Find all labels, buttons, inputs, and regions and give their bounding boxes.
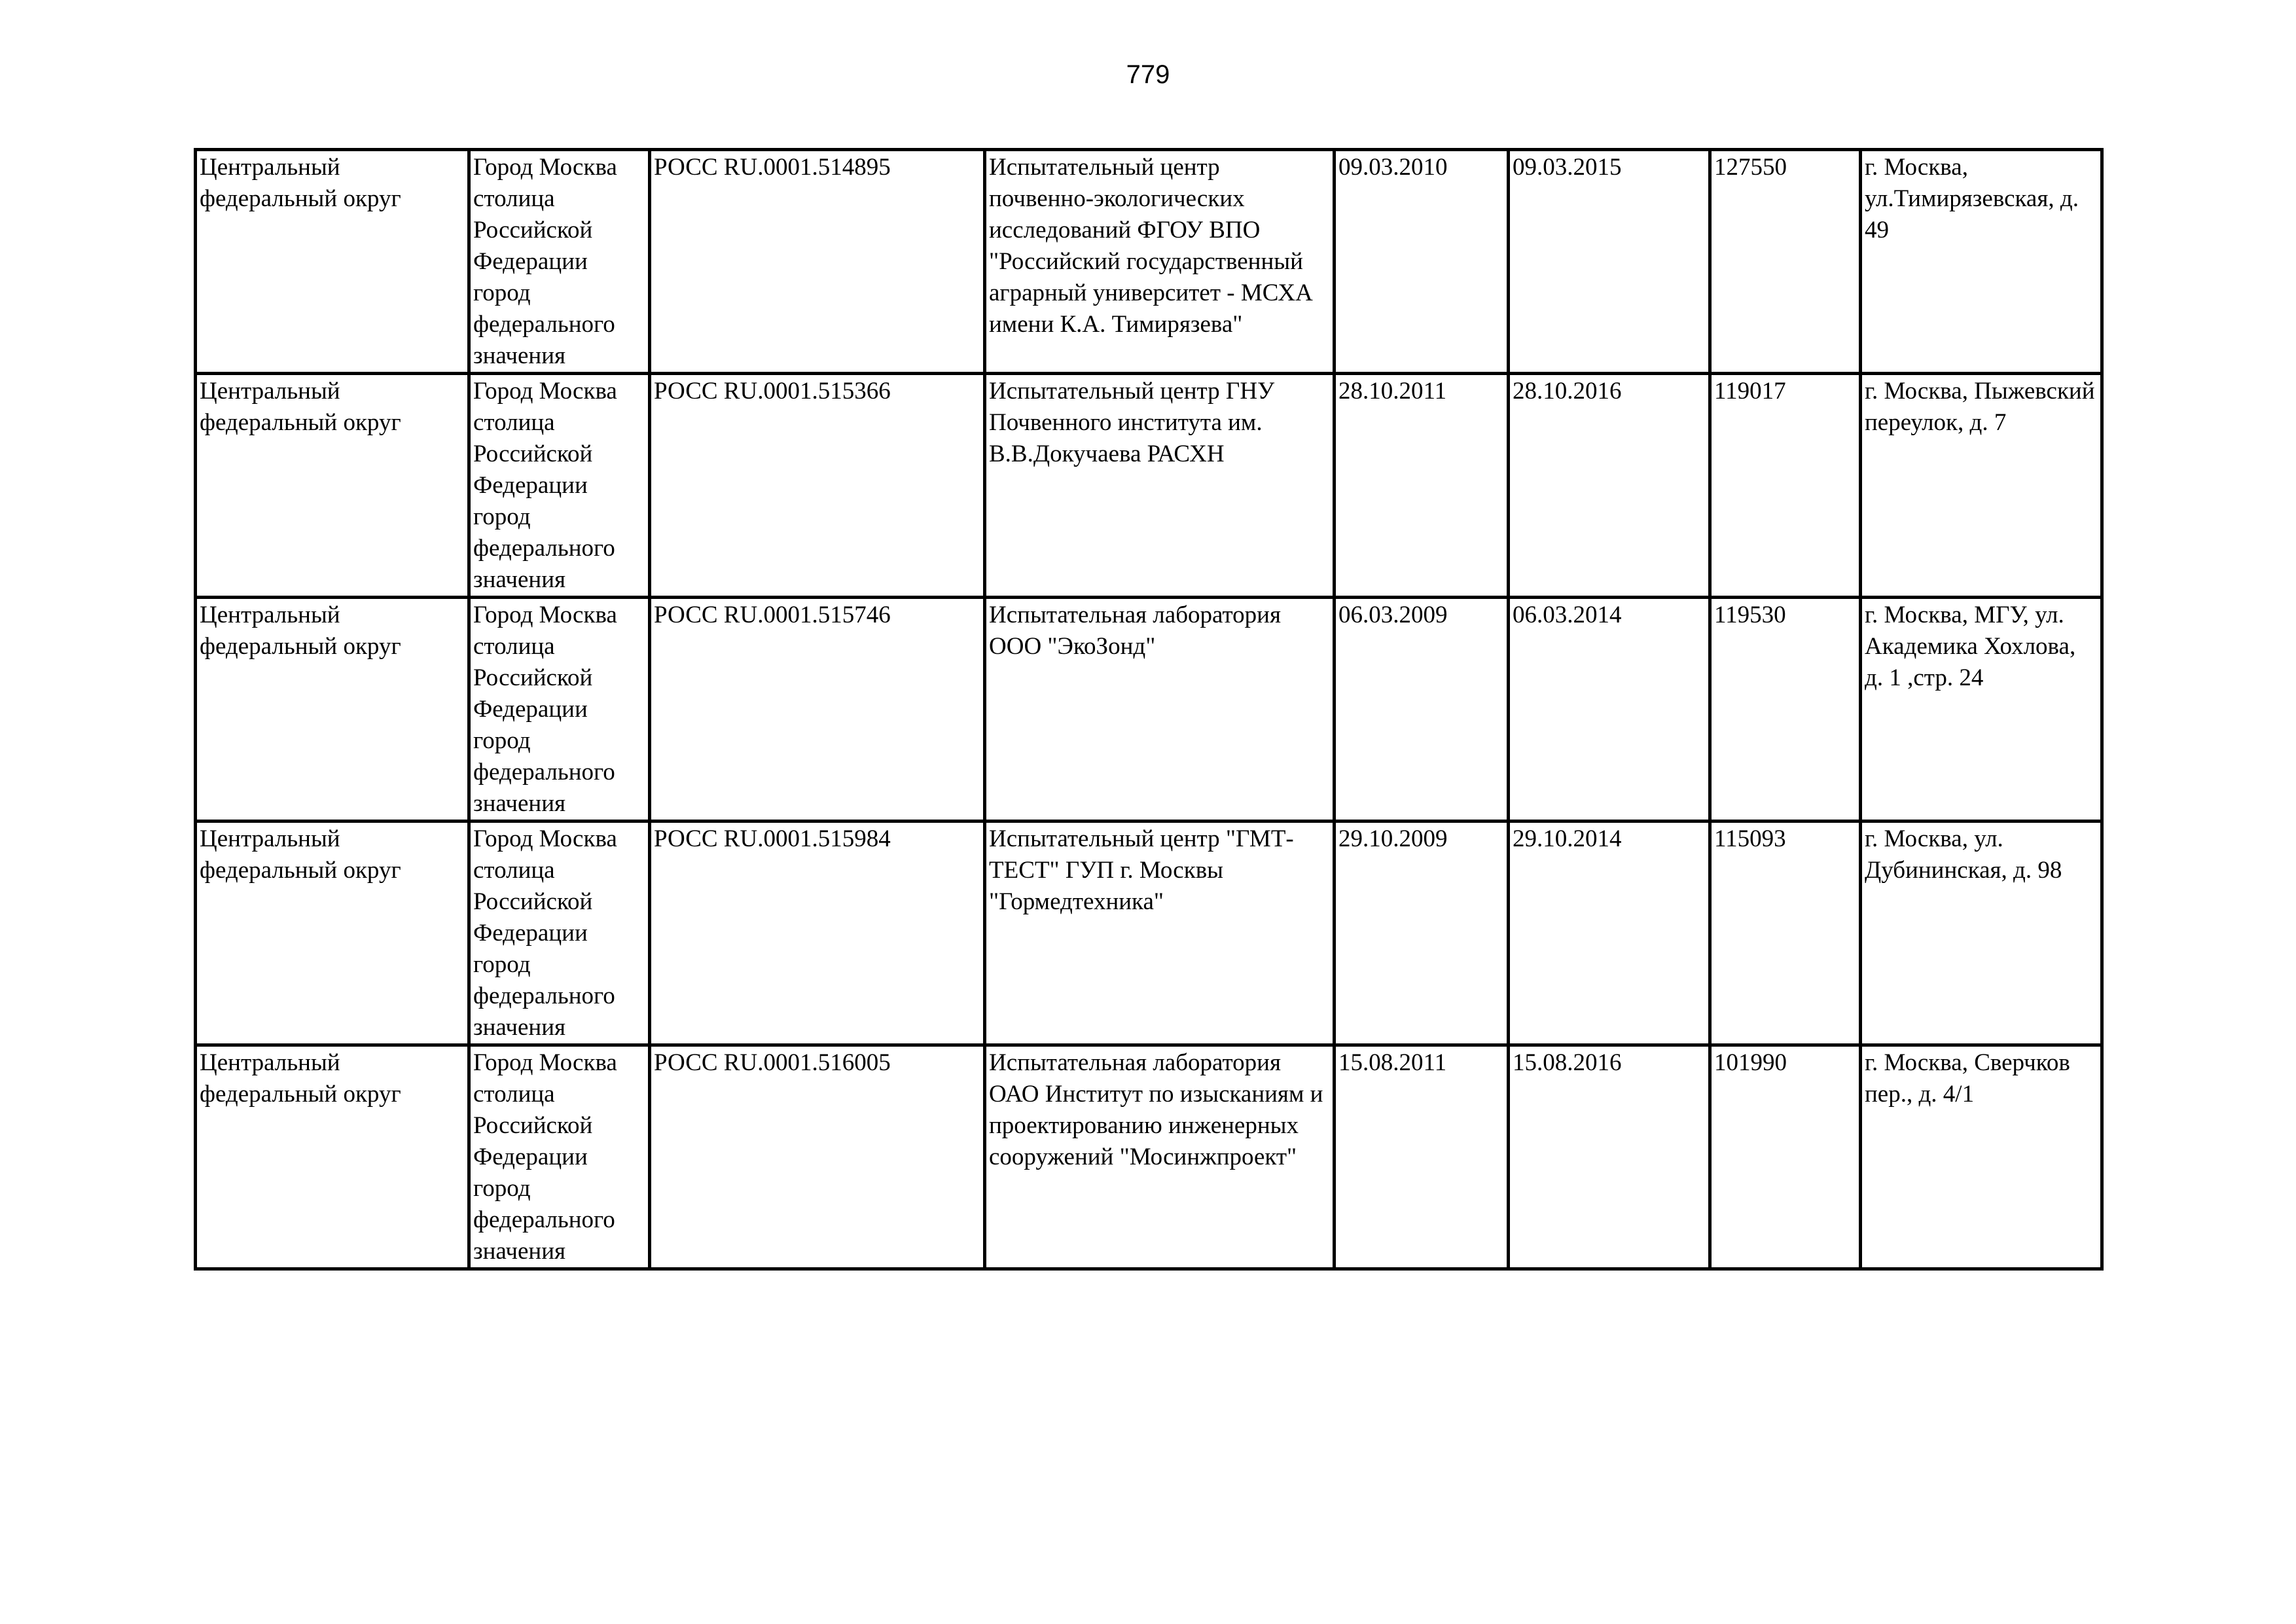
organization-cell: Испытательный центр почвенно-экологических исследований ФГОУ ВПО "Российский государственный аграрный университет - МСХА имени К.А. Тимирязева" bbox=[985, 150, 1335, 374]
district-cell: Центральный федеральный округ bbox=[196, 821, 469, 1045]
date-expires-cell: 15.08.2016 bbox=[1509, 1045, 1710, 1269]
date-issued-cell: 29.10.2009 bbox=[1335, 821, 1509, 1045]
reg-number-cell: РОСС RU.0001.515746 bbox=[650, 598, 985, 821]
date-expires-cell: 06.03.2014 bbox=[1509, 598, 1710, 821]
district-cell: Центральный федеральный округ bbox=[196, 1045, 469, 1269]
organization-cell: Испытательный центр ГНУ Почвенного института им. В.В.Докучаева РАСХН bbox=[985, 374, 1335, 598]
organization-cell: Испытательная лаборатория ОАО Институт по изысканиям и проектированию инженерных сооружений "Мосинжпроект" bbox=[985, 1045, 1335, 1269]
date-expires-cell: 29.10.2014 bbox=[1509, 821, 1710, 1045]
page-number: 779 bbox=[1126, 60, 1170, 89]
table-row bbox=[196, 374, 2102, 598]
reg-number-cell: РОСС RU.0001.514895 bbox=[650, 150, 985, 374]
district-cell: Центральный федеральный округ bbox=[196, 150, 469, 374]
date-issued-cell: 28.10.2011 bbox=[1335, 374, 1509, 598]
date-issued-cell: 09.03.2010 bbox=[1335, 150, 1509, 374]
region-cell: Город Москва столица Российской Федерации город федерального значения bbox=[469, 150, 650, 374]
address-cell: г. Москва, МГУ, ул. Академика Хохлова, д. 1 ,стр. 24 bbox=[1861, 598, 2102, 821]
date-expires-cell: 09.03.2015 bbox=[1509, 150, 1710, 374]
postal-code-cell: 101990 bbox=[1710, 1045, 1861, 1269]
district-cell: Центральный федеральный округ bbox=[196, 598, 469, 821]
postal-code-cell: 127550 bbox=[1710, 150, 1861, 374]
reg-number-cell: РОСС RU.0001.516005 bbox=[650, 1045, 985, 1269]
postal-code-cell: 115093 bbox=[1710, 821, 1861, 1045]
region-cell: Город Москва столица Российской Федерации город федерального значения bbox=[469, 598, 650, 821]
address-cell: г. Москва, Сверчков пер., д. 4/1 bbox=[1861, 1045, 2102, 1269]
organization-cell: Испытательная лаборатория ООО "ЭкоЗонд" bbox=[985, 598, 1335, 821]
address-cell: г. Москва, Пыжевский переулок, д. 7 bbox=[1861, 374, 2102, 598]
region-cell: Город Москва столица Российской Федерации город федерального значения bbox=[469, 374, 650, 598]
date-expires-cell: 28.10.2016 bbox=[1509, 374, 1710, 598]
reg-number-cell: РОСС RU.0001.515366 bbox=[650, 374, 985, 598]
region-cell: Город Москва столица Российской Федерации город федерального значения bbox=[469, 1045, 650, 1269]
table-row bbox=[196, 150, 2102, 374]
date-issued-cell: 06.03.2009 bbox=[1335, 598, 1509, 821]
postal-code-cell: 119017 bbox=[1710, 374, 1861, 598]
region-cell: Город Москва столица Российской Федерации город федерального значения bbox=[469, 821, 650, 1045]
address-cell: г. Москва, ул. Дубининская, д. 98 bbox=[1861, 821, 2102, 1045]
table-row bbox=[196, 1045, 2102, 1269]
organization-cell: Испытательный центр "ГМТ-ТЕСТ" ГУП г. Москвы "Гормедтехника" bbox=[985, 821, 1335, 1045]
date-issued-cell: 15.08.2011 bbox=[1335, 1045, 1509, 1269]
reg-number-cell: РОСС RU.0001.515984 bbox=[650, 821, 985, 1045]
address-cell: г. Москва, ул.Тимирязевская, д. 49 bbox=[1861, 150, 2102, 374]
table-row bbox=[196, 598, 2102, 821]
registry-table bbox=[194, 148, 2104, 1271]
table-row bbox=[196, 821, 2102, 1045]
postal-code-cell: 119530 bbox=[1710, 598, 1861, 821]
district-cell: Центральный федеральный округ bbox=[196, 374, 469, 598]
